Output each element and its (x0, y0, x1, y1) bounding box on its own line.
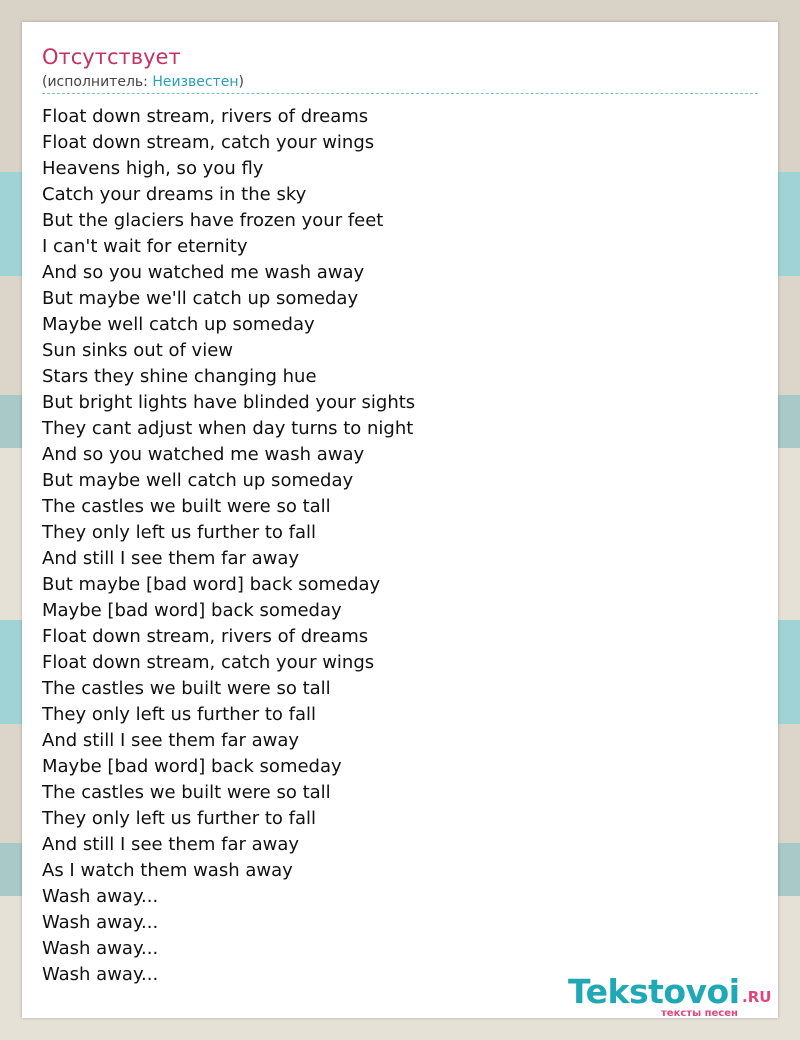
lyric-line: The castles we built were so tall (42, 678, 331, 699)
lyric-line: They only left us further to fall (42, 522, 316, 543)
lyric-line: But maybe [bad word] back someday (42, 574, 381, 595)
lyrics-list (42, 104, 758, 988)
lyric-line: As I watch them wash away (42, 860, 293, 881)
lyric-line: And still I see them far away (42, 834, 300, 855)
dashed-divider (42, 93, 758, 94)
logo-tagline: тексты песен (661, 1008, 738, 1019)
site-logo[interactable] (568, 974, 778, 1018)
lyric-line: Float down stream, catch your wings (42, 652, 375, 673)
lyric-line: Stars they shine changing hue (42, 366, 317, 387)
lyric-line: I can't wait for eternity (42, 236, 248, 257)
lyric-line: They only left us further to fall (42, 704, 316, 725)
lyric-line: Float down stream, rivers of dreams (42, 106, 369, 127)
lyric-line: But bright lights have blinded your sights (42, 392, 416, 413)
lyric-line: Wash away... (42, 964, 159, 985)
lyric-line: But maybe we'll catch up someday (42, 288, 359, 309)
lyrics-card (22, 22, 778, 1018)
lyric-line: They cant adjust when day turns to night (42, 418, 414, 439)
lyric-line: And so you watched me wash away (42, 262, 365, 283)
lyric-line: Heavens high, so you fly (42, 158, 264, 179)
lyric-line: But the glaciers have frozen your feet (42, 210, 384, 231)
artist-link[interactable]: Неизвестен (152, 74, 239, 90)
lyric-line: Sun sinks out of view (42, 340, 233, 361)
artist-line (42, 73, 244, 91)
lyric-line: Float down stream, rivers of dreams (42, 626, 369, 647)
lyric-line: Wash away... (42, 912, 159, 933)
logo-wordmark: Tekstovoi (568, 972, 740, 1011)
lyric-line: And still I see them far away (42, 730, 300, 751)
lyric-line: They only left us further to fall (42, 808, 316, 829)
lyric-line: And so you watched me wash away (42, 444, 365, 465)
lyric-line: Catch your dreams in the sky (42, 184, 307, 205)
lyric-line: Maybe [bad word] back someday (42, 600, 342, 621)
lyric-line: Float down stream, catch your wings (42, 132, 375, 153)
lyric-line: The castles we built were so tall (42, 782, 331, 803)
lyric-line: Wash away... (42, 886, 159, 907)
lyric-line: The castles we built were so tall (42, 496, 331, 517)
lyric-line: But maybe well catch up someday (42, 470, 354, 491)
lyric-line: Wash away... (42, 938, 159, 959)
artist-suffix: ) (238, 74, 244, 90)
artist-prefix: (исполнитель: (42, 74, 153, 90)
song-title: Отсутствует (42, 45, 181, 69)
logo-tld: .RU (742, 988, 772, 1006)
lyric-line: Maybe [bad word] back someday (42, 756, 342, 777)
lyric-line: And still I see them far away (42, 548, 300, 569)
lyric-line: Maybe well catch up someday (42, 314, 315, 335)
